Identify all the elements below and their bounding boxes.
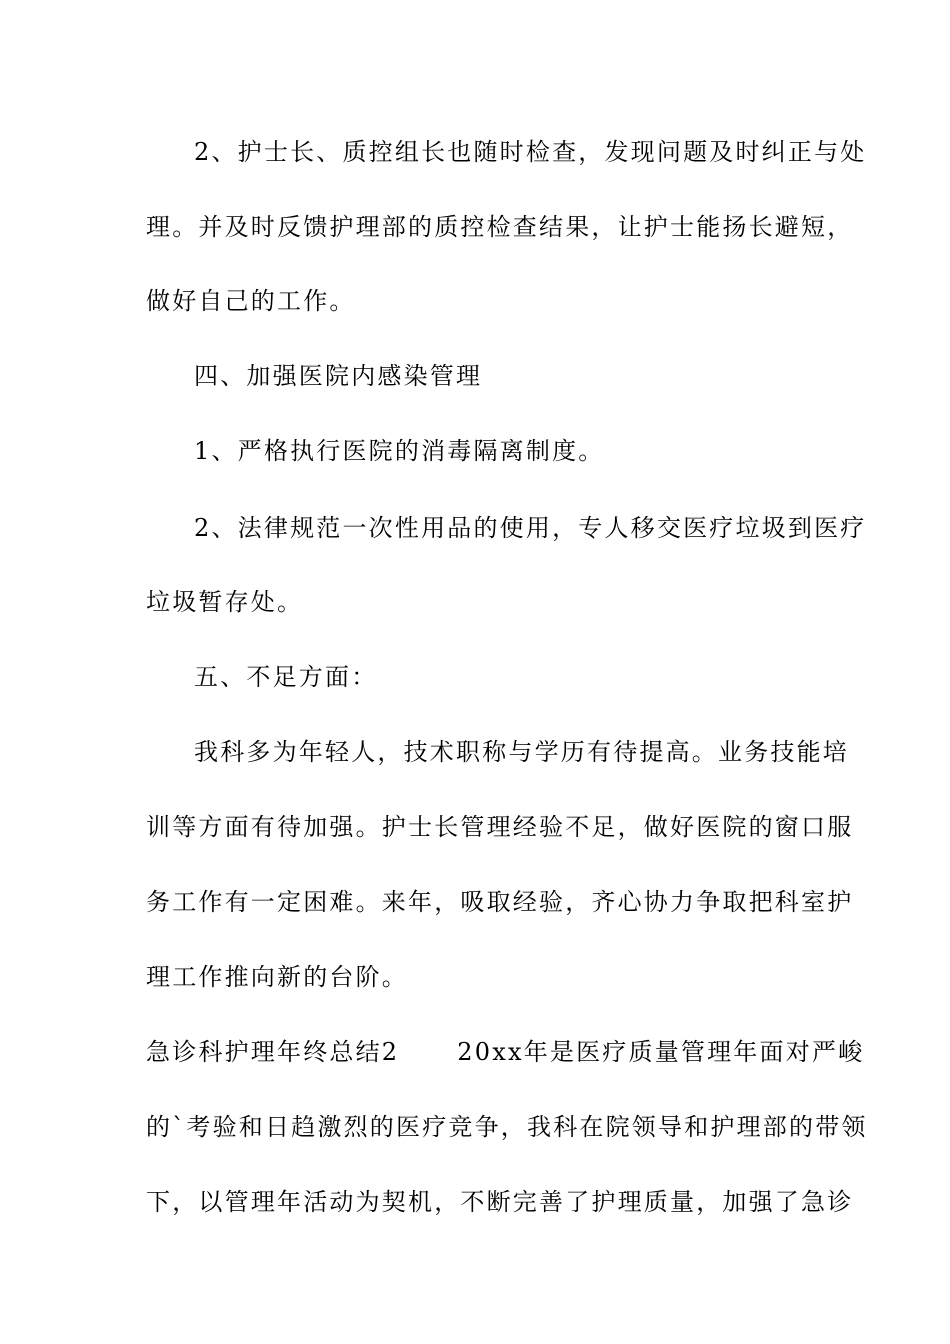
summary-title: 急诊科护理年终总结2 <box>146 1038 400 1066</box>
section-heading-5: 五、不足方面： <box>194 663 378 691</box>
text-line-15: 下，以管理年活动为契机，不断完善了护理质量，加强了急诊 <box>146 1188 854 1216</box>
text-line-1: 2、护士长、质控组长也随时检查，发现问题及时纠正与处 <box>194 138 867 166</box>
summary-intro: 20xx年是医疗质量管理年面对严峻 <box>457 1038 865 1066</box>
text-line-11: 务工作有一定困难。来年，吸取经验，齐心协力争取把科室护 <box>146 888 854 916</box>
text-line-2: 理。并及时反馈护理部的质控检查结果，让护士能扬长避短， <box>146 213 854 241</box>
text-line-12: 理工作推向新的台阶。 <box>146 963 408 991</box>
text-line-13 <box>146 1037 865 1067</box>
text-line-7: 垃圾暂存处。 <box>146 588 304 616</box>
text-line-10: 训等方面有待加强。护士长管理经验不足，做好医院的窗口服 <box>146 813 854 841</box>
text-line-6: 2、法律规范一次性用品的使用，专人移交医疗垃圾到医疗 <box>194 514 867 542</box>
text-line-9: 我科多为年轻人，技术职称与学历有待提高。业务技能培 <box>194 738 849 766</box>
section-heading-4: 四、加强医院内感染管理 <box>194 362 483 390</box>
text-line-14: 的`考验和日趋激烈的医疗竞争，我科在院领导和护理部的带领 <box>146 1113 868 1141</box>
text-line-3: 做好自己的工作。 <box>146 287 356 315</box>
text-line-5: 1、严格执行医院的消毒隔离制度。 <box>194 437 605 465</box>
